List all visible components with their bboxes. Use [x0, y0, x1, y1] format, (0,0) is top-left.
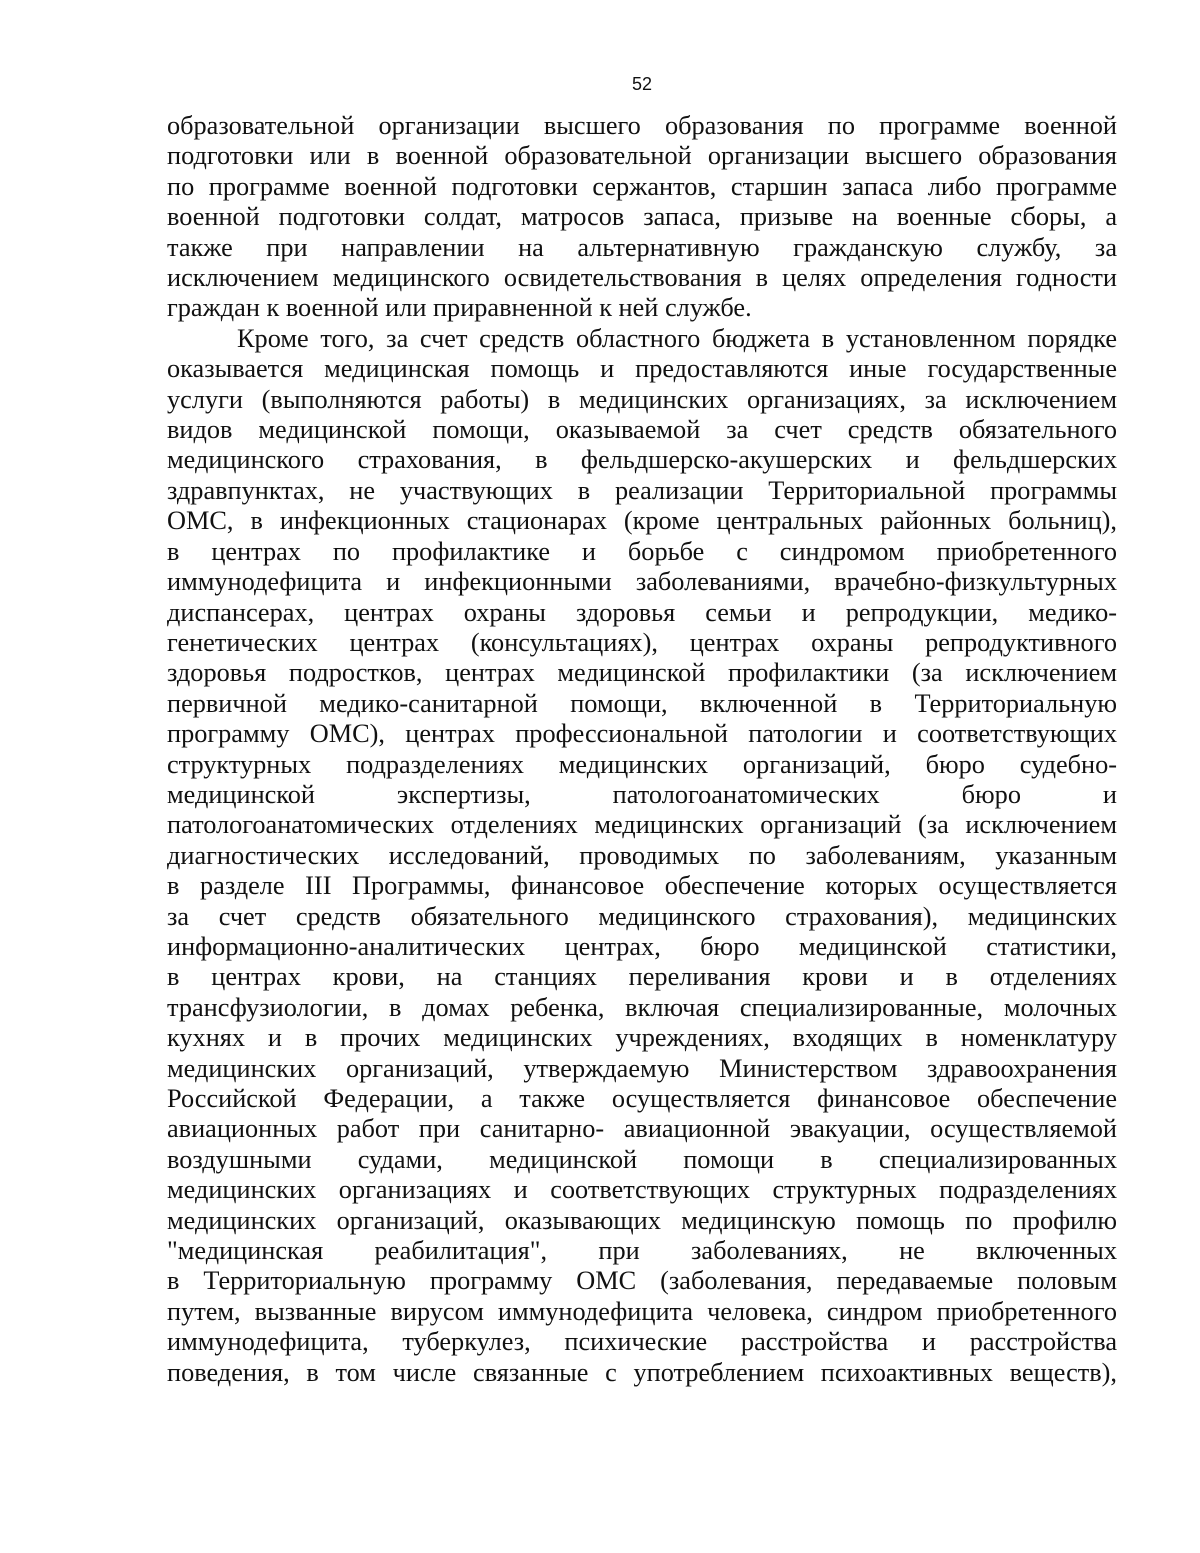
text-line: структурных подразделениях медицинских организаций, бюро судебно- — [167, 749, 1117, 779]
text-line: генетических центрах (консультациях), центрах охраны репродуктивного — [167, 627, 1117, 657]
text-line: трансфузиологии, в домах ребенка, включая специализированные, молочных — [167, 992, 1117, 1022]
text-line: образовательной организации высшего образования по программе военной — [167, 111, 1117, 140]
text-line: программу ОМС), центрах профессиональной патологии и соответствующих — [167, 719, 1117, 749]
text-line: в центрах по профилактике и борьбе с синдромом приобретенного — [167, 536, 1117, 566]
text-line: диспансерах, центрах охраны здоровья семьи и репродукции, медико- — [167, 597, 1117, 627]
text-line: видов медицинской помощи, оказываемой за счет средств обязательного — [167, 415, 1117, 445]
text-line: также при направлении на альтернативную гражданскую службу, за — [167, 232, 1117, 262]
document-body — [167, 111, 1117, 1388]
text-line: здравпунктах, не участвующих в реализации Территориальной программы — [167, 475, 1117, 505]
text-line: иммунодефицита, туберкулез, психические расстройства и расстройства — [167, 1327, 1117, 1357]
text-line: медицинских организациях и соответствующих структурных подразделениях — [167, 1175, 1117, 1205]
text-line: в Территориальную программу ОМС (заболевания, передаваемые половым — [167, 1266, 1117, 1296]
paragraph-regional-budget — [167, 324, 1117, 1388]
text-line: воздушными судами, медицинской помощи в специализированных — [167, 1144, 1117, 1174]
text-line: Российской Федерации, а также осуществляется финансовое обеспечение — [167, 1084, 1117, 1113]
text-line: военной подготовки солдат, матросов запаса, призыве на военные сборы, а — [167, 202, 1117, 232]
text-line: информационно-аналитических центрах, бюро медицинской статистики, — [167, 931, 1117, 961]
text-line: граждан к военной или приравненной к ней службе. — [167, 293, 752, 323]
text-line: путем, вызванные вирусом иммунодефицита человека, синдром приобретенного — [167, 1296, 1117, 1326]
text-line: здоровья подростков, центрах медицинской профилактики (за исключением — [167, 658, 1117, 688]
text-line: за счет средств обязательного медицинского страхования), медицинских — [167, 901, 1117, 931]
text-line: оказывается медицинская помощь и предоставляются иные государственные — [167, 354, 1117, 384]
text-line: услуги (выполняются работы) в медицинских организациях, за исключением — [167, 384, 1117, 414]
text-line: подготовки или в военной образовательной организации высшего образования — [167, 141, 1117, 171]
text-line: в разделе III Программы, финансовое обеспечение которых осуществляется — [167, 871, 1117, 901]
text-line: медицинского страхования, в фельдшерско-акушерских и фельдшерских — [167, 445, 1117, 475]
text-line: поведения, в том числе связанные с употреблением психоактивных веществ), — [167, 1357, 1117, 1387]
text-line: диагностических исследований, проводимых по заболеваниям, указанным — [167, 840, 1117, 870]
text-line: исключением медицинского освидетельствования в целях определения годности — [167, 263, 1117, 293]
text-line: медицинских организаций, утверждаемую Министерством здравоохранения — [167, 1053, 1117, 1083]
text-line: по программе военной подготовки сержантов, старшин запаса либо программе — [167, 171, 1117, 201]
text-line: первичной медико-санитарной помощи, включенной в Территориальную — [167, 688, 1117, 718]
text-line: иммунодефицита и инфекционными заболеваниями, врачебно-физкультурных — [167, 567, 1117, 597]
text-line: кухнях и в прочих медицинских учреждениях, входящих в номенклатуру — [167, 1023, 1117, 1053]
text-line: в центрах крови, на станциях переливания крови и в отделениях — [167, 962, 1117, 992]
text-line: Кроме того, за счет средств областного бюджета в установленном порядке — [237, 323, 1117, 353]
text-line: медицинских организаций, оказывающих медицинскую помощь по профилю — [167, 1205, 1117, 1235]
text-line: "медицинская реабилитация", при заболеваниях, не включенных — [167, 1236, 1117, 1266]
text-line: медицинской экспертизы, патологоанатомических бюро и — [167, 779, 1117, 809]
paragraph-military-training — [167, 111, 1117, 324]
text-line: ОМС, в инфекционных стационарах (кроме центральных районных больниц), — [167, 506, 1117, 536]
page-number: 52 — [631, 74, 653, 94]
text-line: патологоанатомических отделениях медицинских организаций (за исключением — [167, 810, 1117, 840]
text-line: авиационных работ при санитарно- авиационной эвакуации, осуществляемой — [167, 1114, 1117, 1144]
